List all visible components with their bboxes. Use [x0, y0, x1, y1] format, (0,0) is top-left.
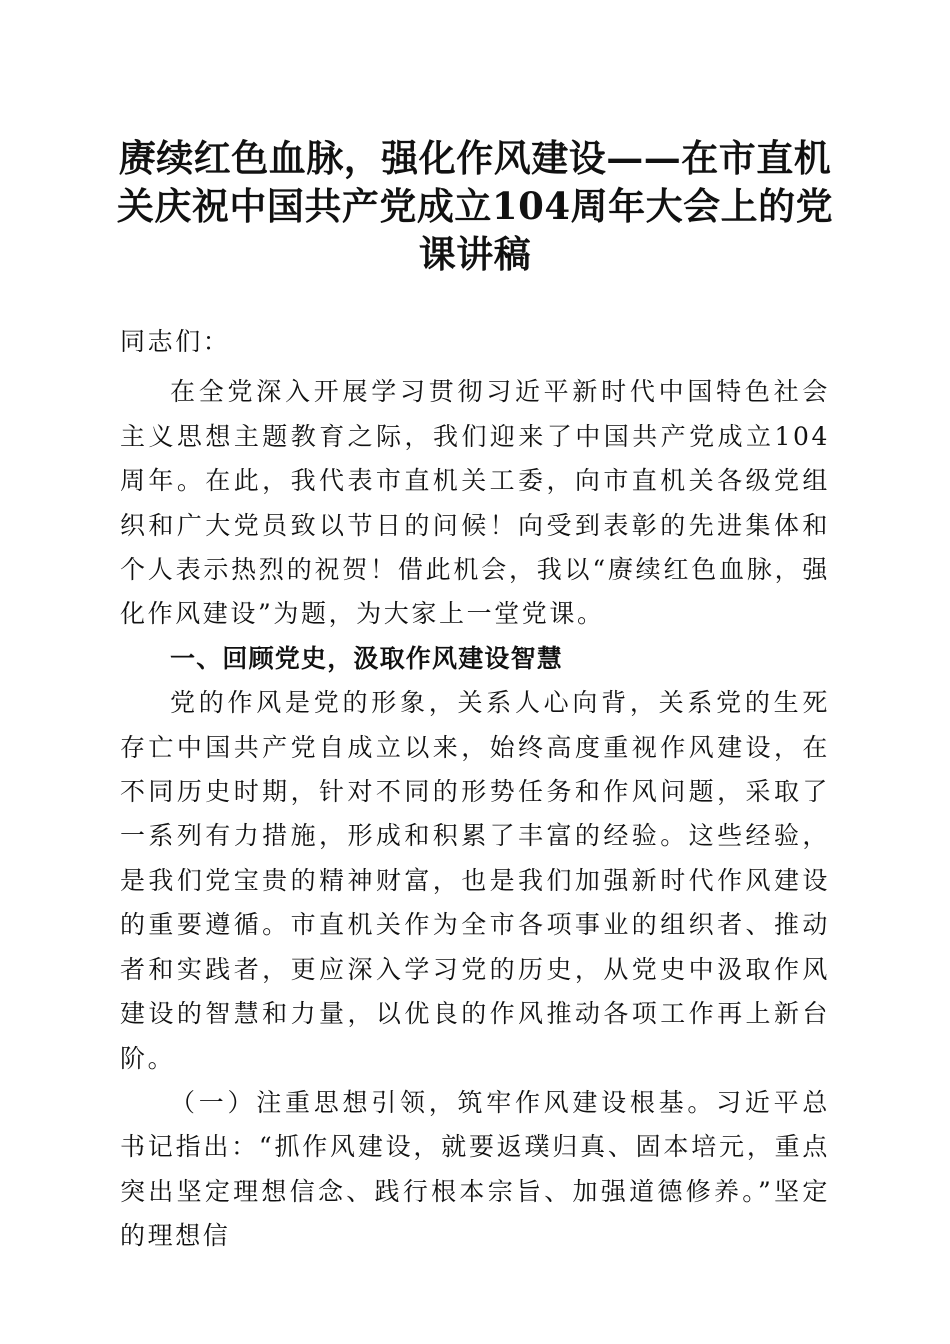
section-heading: 一、回顾党史，汲取作风建设智慧	[170, 643, 564, 673]
document-body	[120, 320, 830, 1259]
subsection-paragraph: （一）注重思想引领，筑牢作风建设根基。习近平总书记指出：“抓作风建设，就要返璞归真、固本培元，重点突出坚定理想信念、践行根本宗旨、加强道德修养。”坚定的理想信	[120, 1087, 830, 1251]
salutation: 同志们：	[120, 327, 231, 356]
document-title: 赓续红色血脉，强化作风建设——在市直机关庆祝中国共产党成立104周年大会上的党课讲稿	[116, 136, 834, 276]
section-body-paragraph: 党的作风是党的形象，关系人心向背，关系党的生死存亡中国共产党自成立以来，始终高度重视作风建设，在不同历史时期，针对不同的形势任务和作风问题，采取了一系列有力措施，形成和积累了丰富的经验。这些经验，是我们党宝贵的精神财富，也是我们加强新时代作风建设的重要遵循。市直机关作为全市各项事业的组织者、推动者和实践者，更应深入学习党的历史，从党史中汲取作风建设的智慧和力量，以优良的作风推动各项工作再上新台阶。	[120, 688, 830, 1073]
intro-paragraph: 在全党深入开展学习贯彻习近平新时代中国特色社会主义思想主题教育之际，我们迎来了中国共产党成立104周年。在此，我代表市直机关工委，向市直机关各级党组织和广大党员致以节日的问候！向受到表彰的先进集体和个人表示热烈的祝贺！借此机会，我以“赓续红色血脉，强化作风建设”为题，为大家上一堂党课。	[120, 377, 830, 629]
